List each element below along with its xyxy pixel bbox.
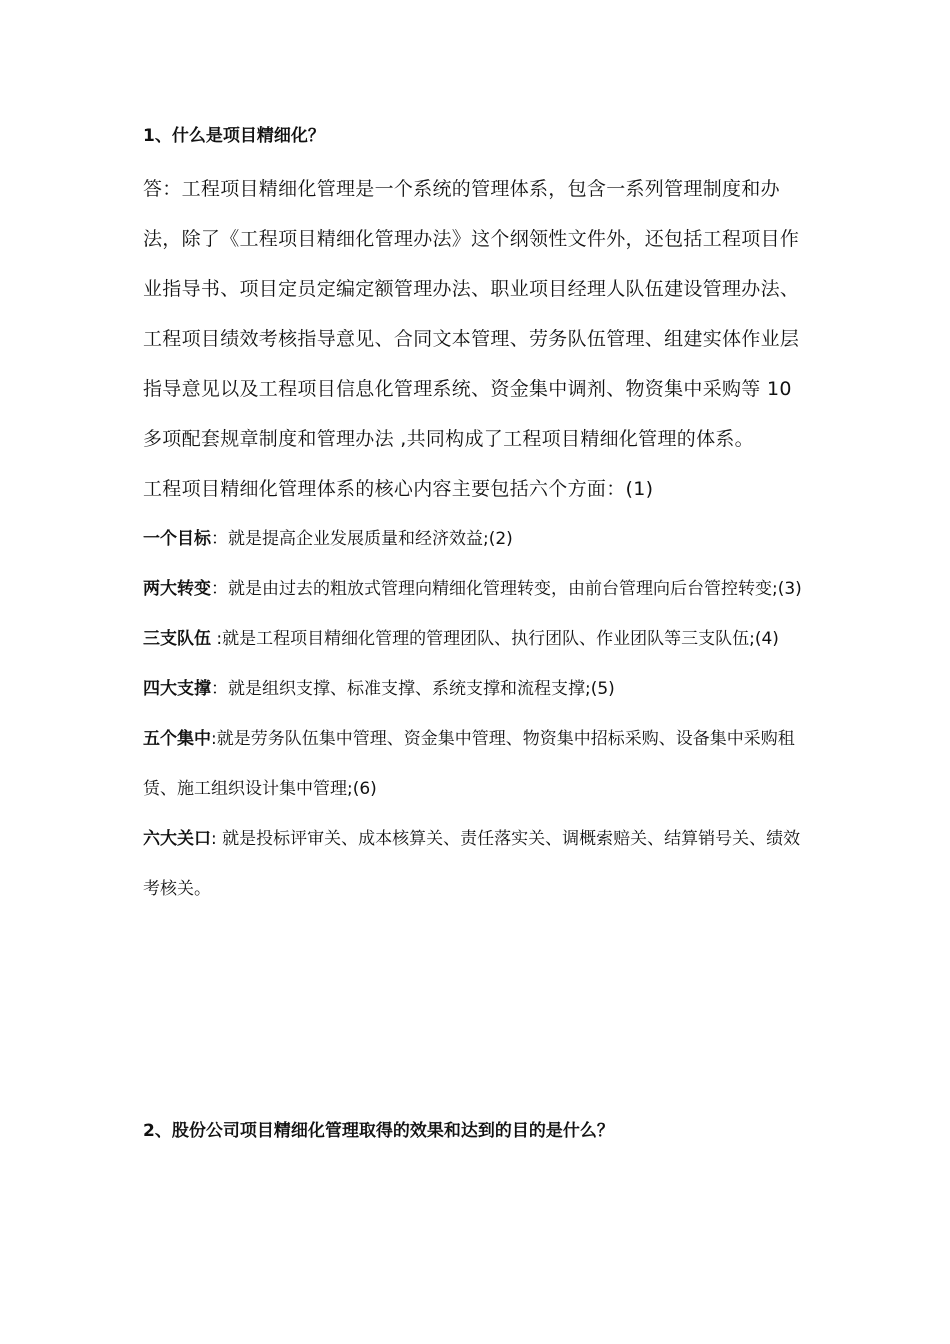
list-item-three-teams [143,614,811,664]
question-1-title: 1、什么是项目精细化？ [143,126,325,146]
item-text: ：就是由过去的粗放式管理向精细化管理转变，由前台管理向后台管控转变;(3) [211,579,802,599]
item-label: 三支队伍 [143,629,211,649]
list-item-five-centralizations [143,714,811,814]
item-label: 五个集中 [143,729,211,749]
item-text: ：就是提高企业发展质量和经济效益;(2) [211,529,513,549]
question-2-title: 2、股份公司项目精细化管理取得的效果和达到的目的是什么？ [143,1121,614,1141]
question-1-answer [143,164,811,914]
answer-paragraph: 答：工程项目精细化管理是一个系统的管理体系，包含一系列管理制度和办法，除了《工程项目精细化管理办法》这个纲领性文件外，还包括工程项目作业指导书、项目定员定编定额管理办法、职业项目经理人队伍建设管理办法、工程项目绩效考核指导意见、合同文本管理、劳务队伍管理、组建实体作业层指导意见以及工程项目信息化管理系统、资金集中调剂、物资集中采购等 10 多项配套规章制度和管理办法 ,共同构成了工程项目精细化管理的体系。 [143,178,800,450]
core-content-intro: 工程项目精细化管理体系的核心内容主要包括六个方面：(1) [143,478,654,500]
item-label: 四大支撑 [143,679,211,699]
item-label: 两大转变 [143,579,211,599]
list-item-one-goal [143,514,811,564]
item-label: 一个目标 [143,529,211,549]
item-text: : 就是投标评审关、成本核算关、责任落实关、调概索赔关、结算销号关、绩效考核关。 [143,829,801,899]
list-item-six-checkpoints [143,814,811,914]
list-item-four-supports [143,664,811,714]
list-item-two-transformations [143,564,811,614]
item-text: :就是工程项目精细化管理的管理团队、执行团队、作业团队等三支队伍;(4) [211,629,779,649]
item-text: ：就是组织支撑、标准支撑、系统支撑和流程支撑;(5) [211,679,615,699]
item-label: 六大关口 [143,829,211,849]
item-text: :就是劳务队伍集中管理、资金集中管理、物资集中招标采购、设备集中采购租赁、施工组织设计集中管理;(6) [143,729,795,799]
